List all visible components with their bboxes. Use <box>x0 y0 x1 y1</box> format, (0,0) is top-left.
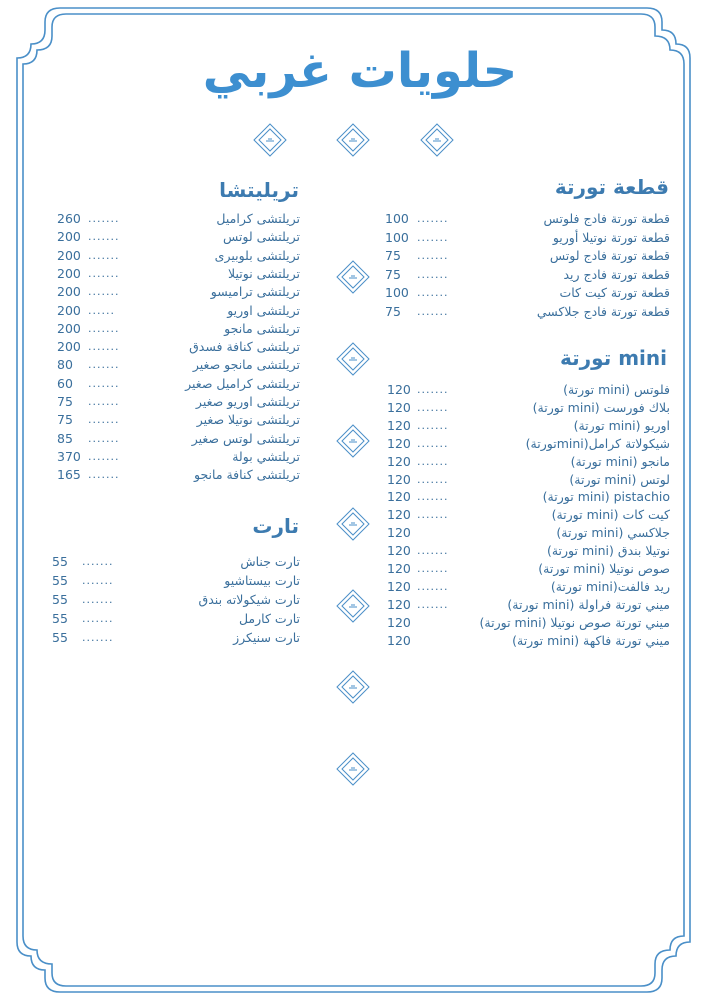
menu-item-row <box>385 614 670 632</box>
item-price: 100 <box>385 230 409 245</box>
item-price: 120 <box>387 561 411 576</box>
item-name: قطعة تورتة فادج جلاكسي <box>536 304 670 319</box>
item-name: قطعة تورتة نوتيلا أوريو <box>552 230 670 245</box>
item-name: قطعة تورتة فادج فلوتس <box>543 211 670 226</box>
item-name: ميني تورتة فاكهة (mini تورتة) <box>512 633 670 648</box>
item-price: 55 <box>52 554 68 569</box>
dot-leader: ....... <box>417 455 449 468</box>
item-name: تريلتشي بولة <box>232 449 300 464</box>
dot-leader: ....... <box>417 473 449 486</box>
item-price: 120 <box>387 472 411 487</box>
section-title-cake-slice: قطعة تورتة <box>554 175 669 199</box>
item-price: 120 <box>387 418 411 433</box>
section-title-tart: تارت <box>252 514 299 538</box>
menu-item-row <box>385 524 670 542</box>
item-price: 120 <box>387 400 411 415</box>
item-name: تريلتشى لوتس <box>223 229 300 244</box>
item-name: تريلتشى نوتيلا صغير <box>196 412 300 427</box>
dot-leader: ....... <box>417 249 449 262</box>
menu-item-row <box>385 632 670 650</box>
item-name: تريلتشى اوريو صغير <box>195 394 300 409</box>
item-price: 200 <box>57 339 81 354</box>
item-price: 120 <box>387 525 411 540</box>
section-title-trileche: تريليتشا <box>219 178 299 202</box>
item-price: 55 <box>52 630 68 645</box>
menu-item-row <box>385 471 670 489</box>
dot-leader: ....... <box>417 419 449 432</box>
menu-item-row <box>50 591 300 609</box>
dot-leader: ....... <box>417 268 449 281</box>
menu-item-row <box>385 284 670 302</box>
dot-leader: ....... <box>417 580 449 593</box>
item-name: لوتس (mini تورتة) <box>569 472 670 487</box>
item-name: مانجو (mini تورتة) <box>570 454 670 469</box>
item-name: شيكولاتة كرامل(miniتورتة) <box>525 436 670 451</box>
diamond-ornament-icon <box>336 507 370 541</box>
page-title: حلويات غربي <box>202 43 518 99</box>
item-name: صوص نوتيلا (mini تورتة) <box>538 561 670 576</box>
menu-item-row <box>385 435 670 453</box>
dot-leader: ....... <box>82 574 114 587</box>
dot-leader: ....... <box>88 322 120 335</box>
item-name: جلاكسي (mini تورتة) <box>556 525 670 540</box>
item-price: 200 <box>57 229 81 244</box>
item-name: تارت كارمل <box>238 611 300 626</box>
item-price: 120 <box>387 543 411 558</box>
item-name: كيت كات (mini تورتة) <box>551 507 670 522</box>
menu-item-row <box>55 320 300 338</box>
item-name: تارت جناش <box>240 554 300 569</box>
menu-item-row <box>50 553 300 571</box>
dot-leader: ....... <box>82 631 114 644</box>
dot-leader: ....... <box>417 562 449 575</box>
menu-item-row <box>385 560 670 578</box>
item-name: pistachio (mini تورتة) <box>542 489 670 504</box>
item-price: 370 <box>57 449 81 464</box>
diamond-ornament-icon <box>336 342 370 376</box>
item-price: 200 <box>57 303 81 318</box>
dot-leader: ....... <box>417 305 449 318</box>
item-price: 120 <box>387 382 411 397</box>
item-name: ميني تورتة فراولة (mini تورتة) <box>507 597 670 612</box>
menu-item-row <box>55 411 300 429</box>
item-price: 200 <box>57 321 81 336</box>
item-name: ميني تورتة صوص نوتيلا (mini تورتة) <box>479 615 670 630</box>
menu-item-row <box>55 265 300 283</box>
dot-leader: ....... <box>417 544 449 557</box>
dot-leader: ...... <box>88 304 115 317</box>
item-price: 60 <box>57 376 73 391</box>
section-title-mini: mini تورتة <box>560 346 667 370</box>
item-price: 75 <box>385 304 401 319</box>
item-price: 120 <box>387 633 411 648</box>
menu-item-row <box>385 266 670 284</box>
menu-item-row <box>55 247 300 265</box>
item-price: 120 <box>387 489 411 504</box>
item-price: 120 <box>387 436 411 451</box>
item-price: 120 <box>387 597 411 612</box>
item-name: نوتيلا بندق (mini تورتة) <box>546 543 670 558</box>
menu-item-row <box>50 572 300 590</box>
diamond-ornament-icon <box>420 123 454 157</box>
dot-leader: ....... <box>88 267 120 280</box>
dot-leader: ....... <box>88 395 120 408</box>
dot-leader: ....... <box>88 468 120 481</box>
item-name: تريلتشى لوتس صغير <box>191 431 300 446</box>
dot-leader: ....... <box>417 401 449 414</box>
item-price: 260 <box>57 211 81 226</box>
item-price: 200 <box>57 266 81 281</box>
item-name: تريلتشى تراميسو <box>210 284 300 299</box>
dot-leader: ....... <box>82 555 114 568</box>
dot-leader: ....... <box>88 450 120 463</box>
menu-item-row <box>50 629 300 647</box>
menu-item-row <box>385 399 670 417</box>
item-price: 75 <box>57 412 73 427</box>
item-name: تريلتشى كنافة فسدق <box>189 339 300 354</box>
item-price: 100 <box>385 211 409 226</box>
menu-item-row <box>385 488 670 506</box>
menu-item-row <box>55 283 300 301</box>
item-name: تريلتشى كراميل <box>216 211 300 226</box>
item-price: 120 <box>387 579 411 594</box>
menu-item-row <box>385 247 670 265</box>
dot-leader: ....... <box>82 612 114 625</box>
item-name: تريلتشى مانجو <box>224 321 300 336</box>
item-name: تارت سنيكرز <box>233 630 300 645</box>
dot-leader: ....... <box>417 598 449 611</box>
diamond-ornament-icon <box>336 752 370 786</box>
dot-leader: ....... <box>417 437 449 450</box>
menu-item-row <box>385 596 670 614</box>
item-name: تريلتشى كراميل صغير <box>185 376 300 391</box>
menu-item-row <box>50 610 300 628</box>
item-name: تارت شيكولاته بندق <box>198 592 300 607</box>
dot-leader: ....... <box>88 413 120 426</box>
item-price: 120 <box>387 507 411 522</box>
dot-leader: ....... <box>417 286 449 299</box>
item-name: قطعة تورتة فادج ريد <box>563 267 670 282</box>
item-name: تريلتشى اوريو <box>227 303 300 318</box>
item-price: 55 <box>52 573 68 588</box>
menu-item-row <box>55 302 300 320</box>
dot-leader: ....... <box>88 249 120 262</box>
menu-item-row <box>55 430 300 448</box>
item-name: تريلتشى كنافة مانجو <box>194 467 300 482</box>
dot-leader: ....... <box>88 212 120 225</box>
item-name: تريلتشى نوتيلا <box>228 266 300 281</box>
menu-item-row <box>55 228 300 246</box>
item-name: قطعة تورتة فادج لوتس <box>549 248 670 263</box>
menu-item-row <box>385 381 670 399</box>
item-price: 75 <box>385 248 401 263</box>
item-name: بلاك فورست (mini تورتة) <box>532 400 670 415</box>
menu-item-row <box>55 210 300 228</box>
dot-leader: ....... <box>417 383 449 396</box>
item-price: 80 <box>57 357 73 372</box>
menu-item-row <box>55 338 300 356</box>
menu-item-row <box>385 229 670 247</box>
dot-leader: ....... <box>88 377 120 390</box>
item-name: قطعة تورتة كيت كات <box>559 285 670 300</box>
dot-leader: ....... <box>88 358 120 371</box>
item-price: 55 <box>52 611 68 626</box>
diamond-ornament-icon <box>253 123 287 157</box>
dot-leader: ....... <box>417 508 449 521</box>
menu-item-row <box>55 393 300 411</box>
item-name: تريلتشى بلوبيرى <box>214 248 300 263</box>
dot-leader: ....... <box>417 490 449 503</box>
item-name: تريلتشى مانجو صغير <box>192 357 300 372</box>
item-price: 120 <box>387 615 411 630</box>
menu-item-row <box>55 375 300 393</box>
menu-item-row <box>55 448 300 466</box>
item-price: 200 <box>57 284 81 299</box>
dot-leader: ....... <box>82 593 114 606</box>
diamond-ornament-icon <box>336 123 370 157</box>
dot-leader: ....... <box>88 340 120 353</box>
item-price: 55 <box>52 592 68 607</box>
menu-item-row <box>385 303 670 321</box>
item-name: ريد فالفت(mini تورتة) <box>550 579 670 594</box>
item-price: 75 <box>385 267 401 282</box>
item-price: 85 <box>57 431 73 446</box>
dot-leader: ....... <box>88 432 120 445</box>
item-price: 100 <box>385 285 409 300</box>
item-price: 120 <box>387 454 411 469</box>
menu-item-row <box>55 466 300 484</box>
menu-item-row <box>385 453 670 471</box>
item-price: 75 <box>57 394 73 409</box>
menu-item-row <box>385 506 670 524</box>
dot-leader: ....... <box>417 231 449 244</box>
menu-item-row <box>385 417 670 435</box>
item-price: 200 <box>57 248 81 263</box>
menu-item-row <box>385 210 670 228</box>
item-price: 165 <box>57 467 81 482</box>
diamond-ornament-icon <box>336 424 370 458</box>
menu-item-row <box>55 356 300 374</box>
dot-leader: ....... <box>417 212 449 225</box>
dot-leader: ....... <box>88 230 120 243</box>
diamond-ornament-icon <box>336 260 370 294</box>
menu-item-row <box>385 542 670 560</box>
diamond-ornament-icon <box>336 589 370 623</box>
dot-leader: ....... <box>88 285 120 298</box>
menu-item-row <box>385 578 670 596</box>
diamond-ornament-icon <box>336 670 370 704</box>
item-name: اوريو (mini تورتة) <box>573 418 670 433</box>
item-name: فلوتس (mini تورتة) <box>563 382 670 397</box>
item-name: تارت بيستاشيو <box>224 573 300 588</box>
